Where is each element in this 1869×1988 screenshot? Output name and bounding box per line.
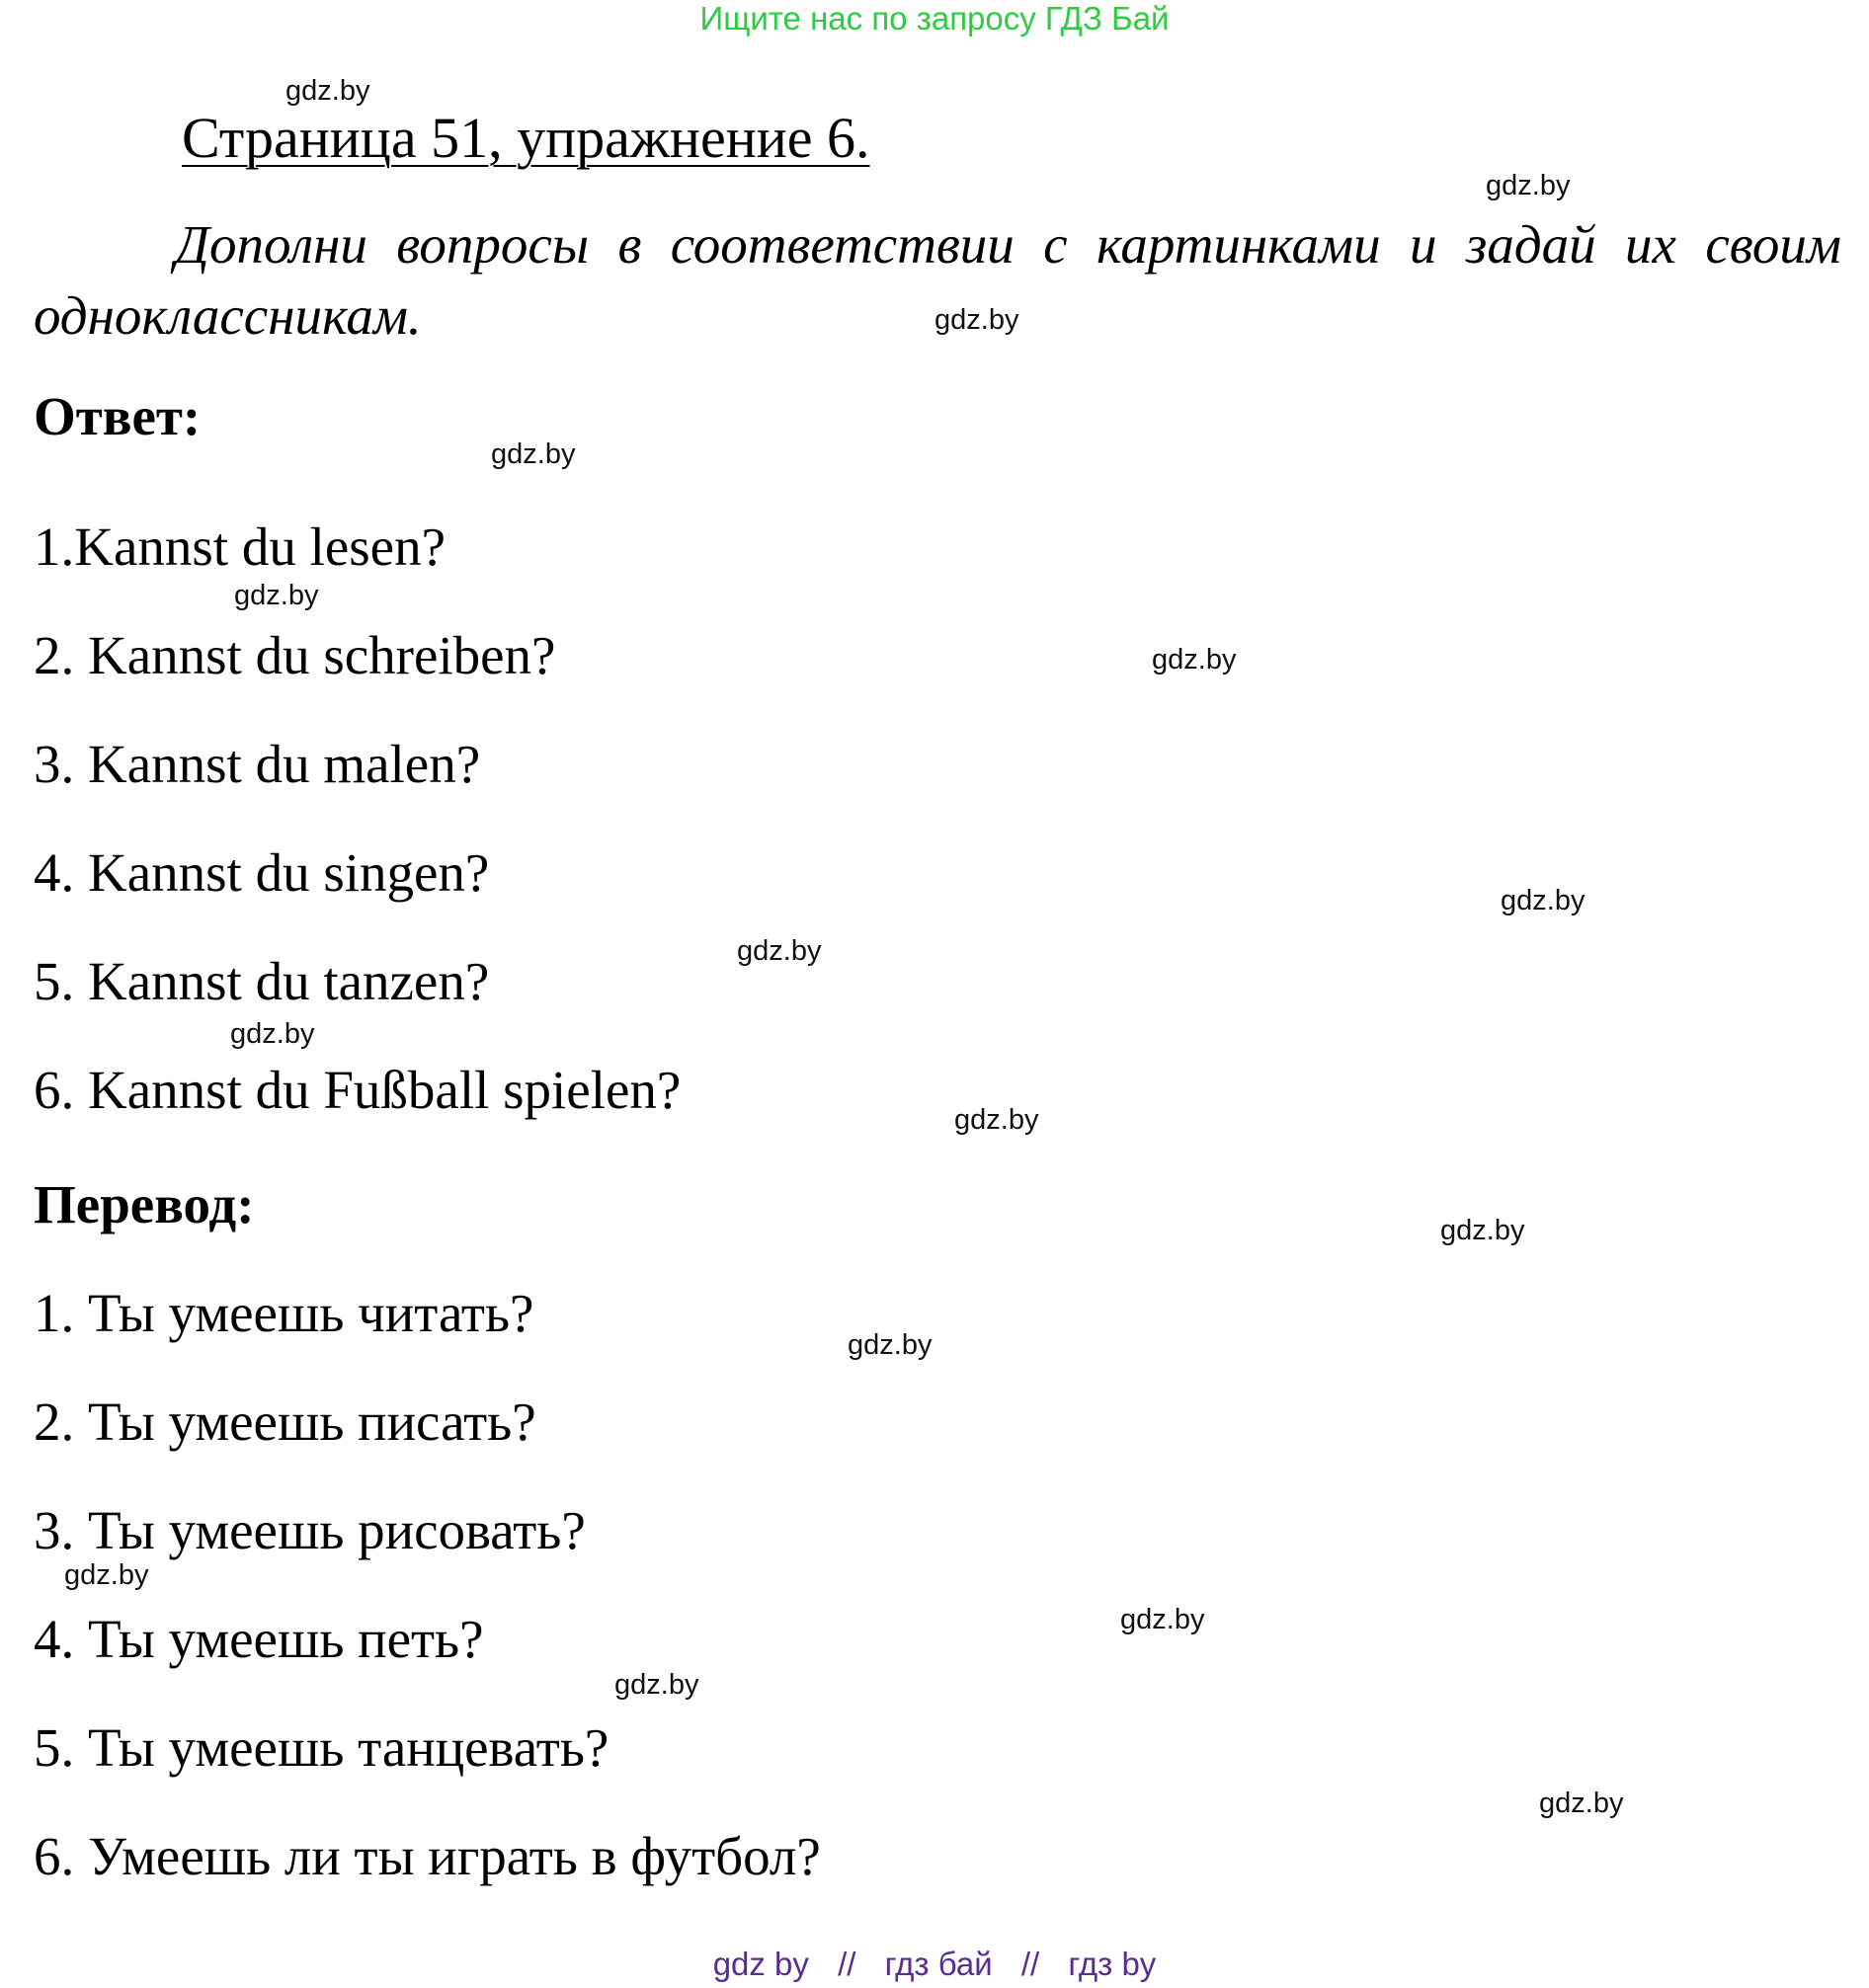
watermark: gdz.by: [64, 1559, 149, 1591]
answer-line: 2. Kannst du schreiben?: [34, 625, 556, 685]
answer-line: 3. Kannst du malen?: [34, 734, 481, 794]
top-banner[interactable]: Ищите нас по запросу ГДЗ Бай: [699, 0, 1170, 37]
answer-heading: Ответ:: [34, 386, 202, 446]
footer-separator: //: [838, 1946, 856, 1982]
watermark: gdz.by: [1539, 1788, 1624, 1819]
footer-links: [0, 1946, 1869, 1983]
watermark: gdz.by: [934, 304, 1019, 336]
translation-line: 3. Ты умеешь рисовать?: [34, 1500, 586, 1560]
task-text: Дополни вопросы в соответствии с картинками и задай их своим одноклассникам.: [34, 214, 1841, 346]
watermark: gdz.by: [1486, 170, 1571, 201]
watermark: gdz.by: [1440, 1215, 1525, 1246]
footer-link[interactable]: гдз by: [1068, 1946, 1157, 1982]
watermark: gdz.by: [285, 75, 370, 107]
answer-line: 1.Kannst du lesen?: [34, 517, 446, 577]
translation-line: 1. Ты умеешь читать?: [34, 1283, 534, 1343]
footer-separator: //: [1020, 1946, 1040, 1982]
watermark: gdz.by: [614, 1669, 699, 1701]
watermark: gdz.by: [848, 1329, 933, 1361]
page-title: Страница 51, упражнение 6.: [182, 106, 870, 170]
translation-heading: Перевод:: [34, 1174, 255, 1234]
watermark: gdz.by: [1120, 1604, 1205, 1635]
translation-line: 6. Умеешь ли ты играть в футбол?: [34, 1826, 821, 1886]
translation-line: 4. Ты умеешь петь?: [34, 1609, 484, 1669]
watermark: gdz.by: [1501, 885, 1585, 916]
watermark: gdz.by: [230, 1018, 315, 1050]
footer-link[interactable]: гдз бай: [884, 1946, 993, 1982]
watermark: gdz.by: [954, 1104, 1039, 1136]
translation-line: 5. Ты умеешь танцевать?: [34, 1717, 609, 1778]
translation-line: 2. Ты умеешь писать?: [34, 1392, 536, 1452]
footer-link[interactable]: gdz by: [712, 1946, 809, 1982]
answer-line: 4. Kannst du singen?: [34, 842, 490, 903]
answer-line: 6. Kannst du Fußball spielen?: [34, 1060, 682, 1120]
watermark: gdz.by: [737, 935, 822, 967]
answer-line: 5. Kannst du tanzen?: [34, 951, 490, 1011]
watermark: gdz.by: [1152, 644, 1237, 676]
watermark: gdz.by: [491, 438, 576, 470]
watermark: gdz.by: [234, 580, 319, 611]
